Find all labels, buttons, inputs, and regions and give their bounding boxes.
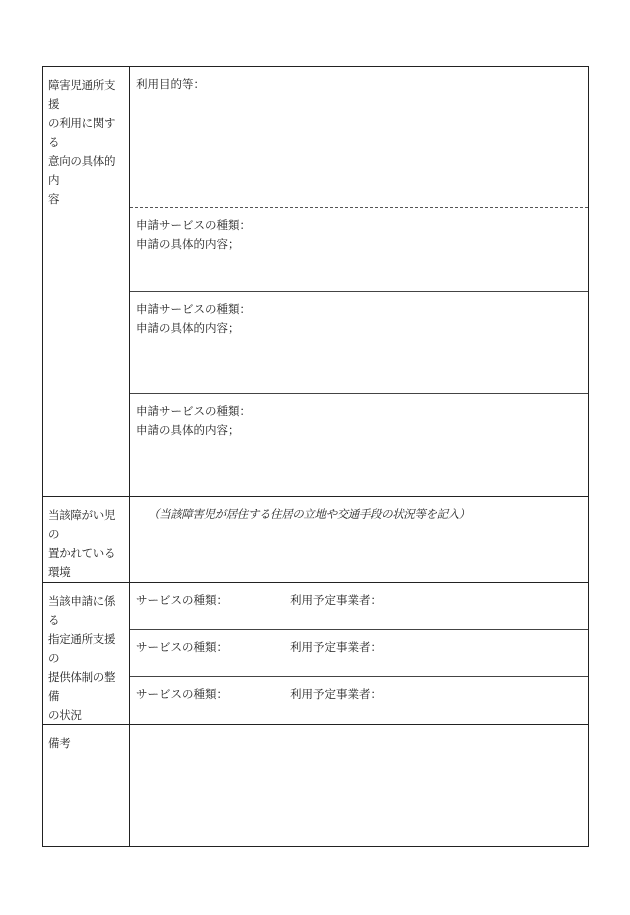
child-environment-note-wrap — [130, 497, 588, 583]
request-details-label: 申請の具体的内容； — [136, 321, 240, 335]
needs-assessment-form-table — [42, 66, 589, 847]
planned-provider-label: 利用予定事業者： — [290, 687, 382, 701]
service-request-block[interactable] — [130, 292, 588, 394]
requested-service-type-label: 申請サービスの種類： — [136, 404, 251, 418]
service-type-label: サービスの種類： — [136, 593, 228, 607]
child-environment-field[interactable] — [130, 497, 588, 582]
request-details-label: 申請の具体的内容； — [136, 237, 240, 251]
requested-service-type-label: 申請サービスの種類： — [136, 302, 251, 316]
child-environment-row — [43, 497, 588, 583]
remarks-row — [43, 725, 588, 846]
provision-status-row — [43, 583, 588, 725]
provision-status-label: 当該申請に係る 指定通所支援の 提供体制の整備 の状況 — [43, 583, 130, 724]
usage-intent-label: 障害児通所支援 の利用に関する 意向の具体的内 容 — [43, 67, 130, 496]
provision-entry[interactable] — [130, 677, 588, 725]
remarks-label: 備考 — [43, 725, 130, 846]
usage-purpose-field[interactable] — [130, 67, 588, 208]
service-type-label: サービスの種類： — [136, 640, 228, 654]
usage-intent-content — [130, 67, 588, 496]
remarks-field[interactable] — [130, 725, 588, 846]
request-details-label: 申請の具体的内容； — [136, 423, 240, 437]
planned-provider-label: 利用予定事業者： — [290, 640, 382, 654]
service-request-block[interactable] — [130, 208, 588, 292]
provision-entry[interactable] — [130, 630, 588, 677]
service-request-block[interactable] — [130, 394, 588, 497]
requested-service-type-label: 申請サービスの種類： — [136, 218, 251, 232]
usage-purpose-label: 利用目的等： — [136, 77, 205, 91]
planned-provider-label: 利用予定事業者： — [290, 593, 382, 607]
child-environment-note: （当該障害児が居住する住居の立地や交通手段の状況等を記入） — [148, 507, 470, 521]
provision-entry[interactable] — [130, 583, 588, 630]
child-environment-label: 当該障がい児の 置かれている 環境 — [43, 497, 130, 582]
provision-status-content — [130, 583, 588, 724]
service-type-label: サービスの種類： — [136, 687, 228, 701]
usage-intent-row — [43, 67, 588, 497]
